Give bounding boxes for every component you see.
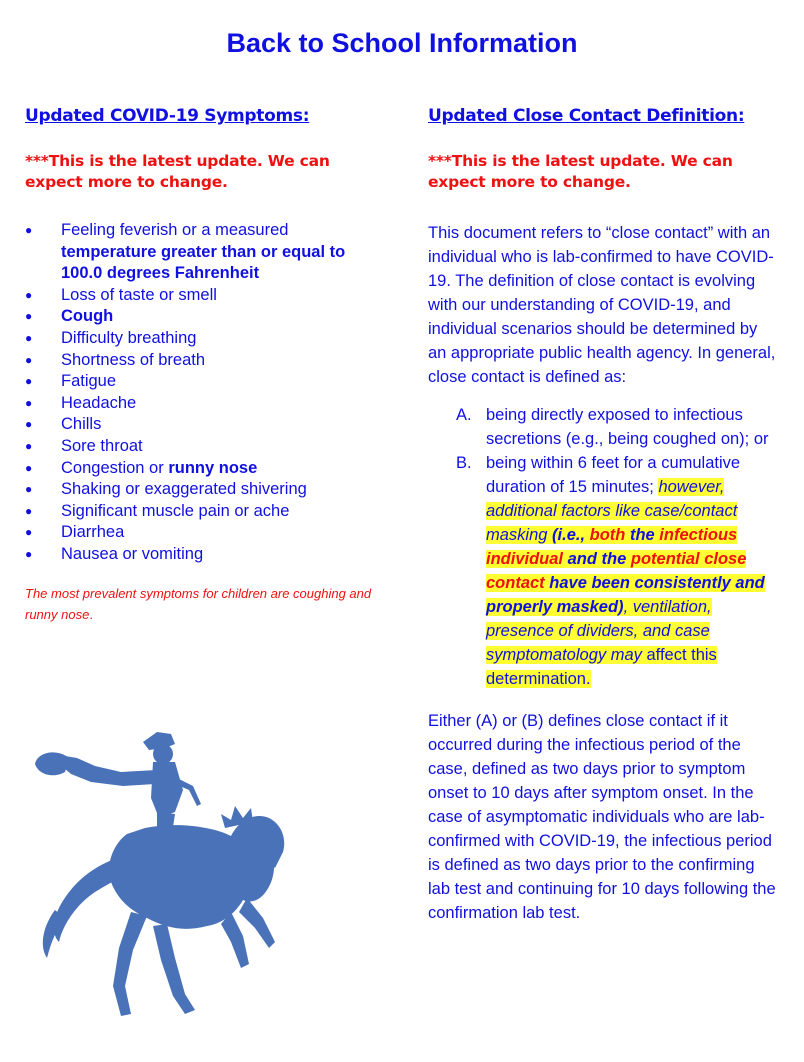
- list-item: ● Diarrhea: [25, 522, 385, 544]
- bullet-icon: ●: [25, 417, 33, 432]
- bullet-icon: ●: [25, 352, 33, 367]
- bullet-icon: ●: [25, 309, 33, 324]
- symptoms-footnote: The most prevalent symptoms for children are coughing and runny nose.: [25, 585, 372, 622]
- bullet-icon: ●: [25, 223, 33, 237]
- symptoms-list: [25, 220, 385, 566]
- list-item: ● Fatigue: [25, 371, 385, 393]
- bullet-icon: ●: [25, 395, 33, 410]
- symptoms-notice: ***This is the latest update. We can expect more to change.: [25, 152, 330, 191]
- bullet-icon: ●: [25, 287, 33, 302]
- criterion-a: A. being directly exposed to infectious secretions (e.g., being coughed on); or: [456, 406, 769, 448]
- close-contact-criteria: [428, 403, 778, 691]
- list-item: ● Sore throat: [25, 436, 385, 458]
- bucking-bronco-logo: [25, 728, 290, 1018]
- bullet-icon: ●: [25, 482, 33, 497]
- symptoms-column: [25, 106, 385, 625]
- bullet-icon: ●: [25, 374, 33, 389]
- bullet-icon: ●: [25, 330, 33, 345]
- list-item: ● Shaking or exaggerated shivering: [25, 479, 385, 501]
- criterion-b: B. being within 6 feet for a cumulative duration of 15 minutes; however, additional factors like case/contact masking (i.e., both the infectious individual and the potential close contact have been consistently and properly masked), ventilation, presence of dividers, and case symptomatology may affect this determination.: [456, 454, 765, 688]
- bullet-icon: ●: [25, 525, 33, 540]
- close-contact-closing: Either (A) or (B) defines close contact if it occurred during the infectious period of the case, defined as two days prior to symptom onset to 10 days after symptom onset. In the case of asymptomatic individuals who are lab-confirmed with COVID-19, the infectious period is defined as two days prior to the confirming lab test and continuing for 10 days following the confirmation lab test.: [428, 712, 776, 922]
- list-item: ● Loss of taste or smell: [25, 285, 385, 307]
- bullet-icon: ●: [25, 546, 33, 561]
- symptoms-heading: Updated COVID-19 Symptoms:: [25, 106, 310, 126]
- close-contact-column: [428, 106, 778, 925]
- list-item: ● Feeling feverish or a measured temperature greater than or equal to 100.0 degrees Fahrenheit: [25, 221, 346, 283]
- list-item: ● Nausea or vomiting: [25, 544, 385, 566]
- close-contact-notice: ***This is the latest update. We can expect more to change.: [428, 152, 733, 191]
- list-item: ● Congestion or runny nose: [25, 458, 385, 480]
- list-item: ● Shortness of breath: [25, 350, 385, 372]
- page-title: Back to School Information: [226, 28, 578, 58]
- list-item: ● Cough: [25, 306, 385, 328]
- bullet-icon: ●: [25, 503, 33, 518]
- list-item: ● Chills: [25, 414, 385, 436]
- bullet-icon: ●: [25, 438, 33, 453]
- list-item: ● Significant muscle pain or ache: [25, 501, 385, 523]
- list-item: ● Headache: [25, 393, 385, 415]
- list-item: ● Difficulty breathing: [25, 328, 385, 350]
- close-contact-intro: This document refers to “close contact” with an individual who is lab-confirmed to have COVID-19. The definition of close contact is evolving with our understanding of COVID-19, and individual scenarios should be determined by an appropriate public health agency. In general, close contact is defined as:: [428, 224, 776, 386]
- close-contact-heading: Updated Close Contact Definition:: [428, 106, 745, 126]
- bullet-icon: ●: [25, 460, 33, 475]
